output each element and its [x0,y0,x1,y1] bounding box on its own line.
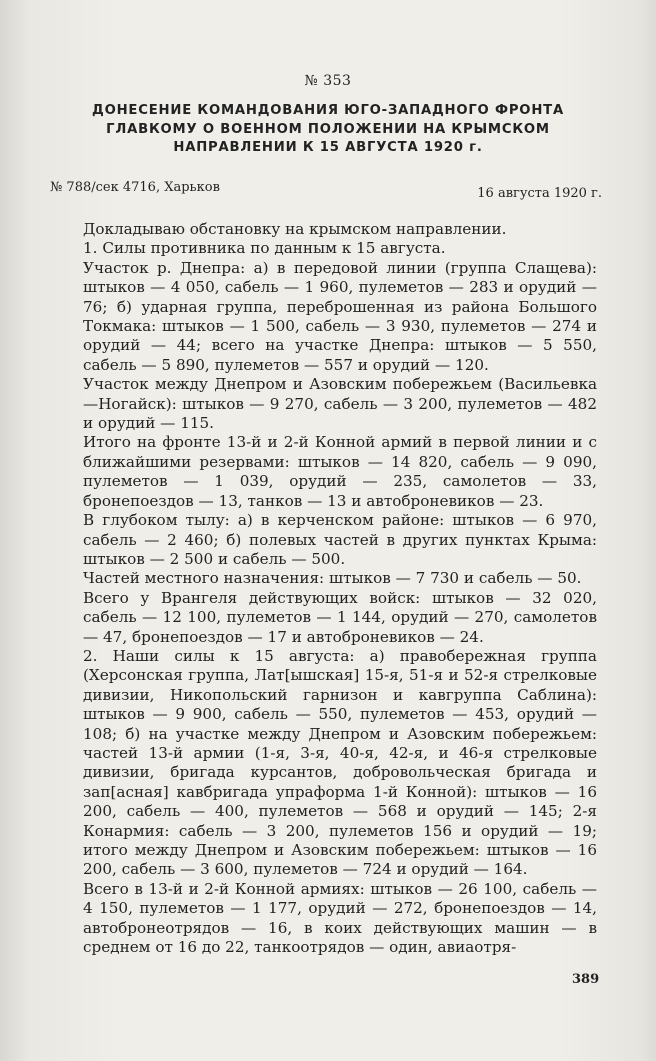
document-number: № 353 [304,73,352,89]
title-line: ДОНЕСЕНИЕ КОМАНДОВАНИЯ ЮГО-ЗАПАДНОГО ФРОНТА [92,103,564,118]
paragraph: Всего у Врангеля действующих войск: штыков — 32 020, сабель — 12 100, пулеметов — 1 144, орудий — 270, самолетов — 47, бронепоездов — 17 и автоброневиков — 24. [83,588,597,646]
document-body [83,220,597,957]
document-date: 16 августа 1920 г. [477,186,602,201]
page-number: 389 [572,972,600,987]
paragraph: Всего в 13-й и 2-й Конной армиях: штыков — 26 100, сабель — 4 150, пулеметов — 1 177, орудий — 272, бронепоездов — 14, автобронеотрядов — 16, в коих действующих машин — в среднем от 16 до 22, танкоотрядов — один, авиаотря- [83,879,597,957]
paragraph: Итого на фронте 13-й и 2-й Конной армий в первой линии и с ближайшими резервами: штыков — 14 820, сабель — 9 090, пулеметов — 1 039, орудий — 235, самолетов — 33, бронепоездов — 13, танков — 13 и автоброневиков — 23. [83,433,597,510]
paragraph: 1. Силы противника по данным к 15 августа. [83,239,446,258]
title-line: ГЛАВКОМУ О ВОЕННОМ ПОЛОЖЕНИИ НА КРЫМСКОМ [106,121,550,137]
document-title [70,102,586,158]
document-reference: № 788/сек 4716, Харьков [50,180,220,195]
paragraph: 2. Наши силы к 15 августа: а) правобережная группа (Херсонская группа, Лат[ышская] 15-я, 51-я и 52-я стрелковые дивизии, Никопольский гарнизон и кавгруппа Саблина): штыков — 9 900, сабель — 550, пулеметов — 453, орудий — 108; б) на участке между Днепром и Азовским побережьем: частей 13-й армии (1-я, 3-я, 40-я, 42-я, и 46-я стрелковые дивизии, бригада курсантов, добровольческая бригада и зап[асная] кавбригада упраформа 1-й Конной): штыков — 16 200, сабель — 400, пулеметов — 568 и орудий — 145; 2-я Конармия: сабель — 3 200, пулеметов 156 и орудий — 19; итого между Днепром и Азовским побережьем: штыков — 16 200, сабель — 3 600, пулеметов — 724 и орудий — 164. [83,646,597,879]
paragraph: Частей местного назначения: штыков — 7 730 и сабель — 50. [83,569,582,588]
paragraph: Докладываю обстановку на крымском направлении. [83,220,507,238]
paragraph: Участок р. Днепра: а) в передовой линии (группа Слащева): штыков — 4 050, сабель — 1 960, пулеметов — 283 и орудий — 76; б) ударная группа, переброшенная из района Большого Токмака: штыков — 1 500, сабель — 3 930, пулеметов — 274 и орудий — 44; всего на участке Днепра: штыков — 5 550, сабель — 5 890, пулеметов — 557 и орудий — 120. [83,258,597,374]
title-line: НАПРАВЛЕНИИ К 15 АВГУСТА 1920 г. [173,140,483,155]
paragraph: В глубоком тылу: а) в керченском районе: штыков — 6 970, сабель — 2 460; б) полевых частей в других пунктах Крыма: штыков — 2 500 и сабель — 500. [83,511,597,568]
paragraph: Участок между Днепром и Азовским побережьем (Васильевка—Ногайск): штыков — 9 270, сабель — 3 200, пулеметов — 482 и орудий — 115. [83,375,597,433]
